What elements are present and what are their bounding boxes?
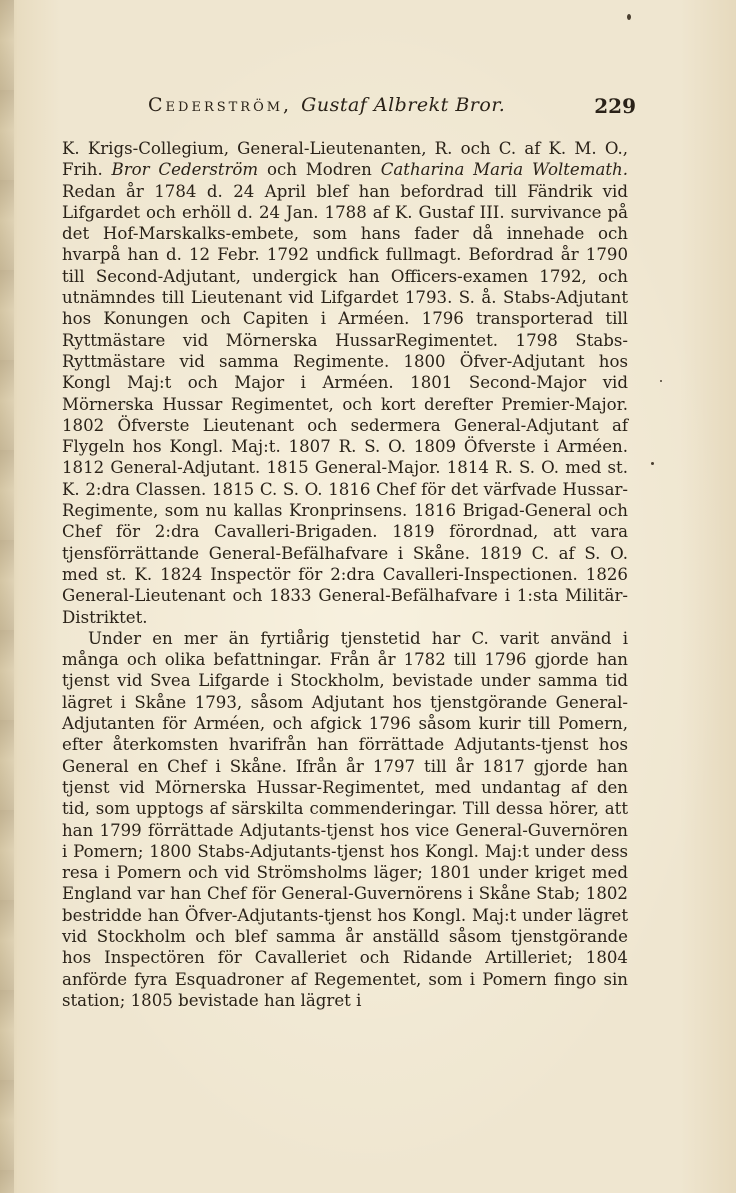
ink-speck <box>627 14 631 20</box>
running-head-name: Gustaf Albrekt Bror. <box>301 94 506 116</box>
ink-speck <box>651 462 654 465</box>
binding-edge <box>0 0 14 1193</box>
running-head <box>148 94 505 116</box>
page-number: 229 <box>594 94 636 118</box>
running-head-surname: Cederström, <box>148 94 293 116</box>
paragraph-1 <box>62 138 628 628</box>
text-run: Redan år 1784 d. 24 April blef han befordrad till Fändrik vid Lifgardet och erhöll d. 24 Jan. 1788 af K. Gustaf III. survivance på det Hof-Marskalks-embete, som hans fader då innehade och hvarpå han d. 12 Febr. 1792 undfick fullmagt. Befordrad år 1790 till Second-Adjutant, undergick han Officers-examen 1792, och utnämndes till Lieutenant vid Lifgardet 1793. S. å. Stabs-Adjutant hos Konungen och Capiten i Arméen. 1796 transporterad till Ryttmästare vid Mörnerska HussarRegimentet. 1798 Stabs-Ryttmästare vid samma Regimente. 1800 Öfver-Adjutant hos Kongl Maj:t och Major i Arméen. 1801 Second-Major vid Mörnerska Hussar Regimentet, och kort derefter Premier-Major. 1802 Öfverste Lieutenant och sedermera General-Adjutant af Flygeln hos Kongl. Maj:t. 1807 R. S. O. 1809 Öfverste i Arméen. 1812 General-Adjutant. 1815 General-Major. 1814 R. S. O. med st. K. 2:dra Classen. 1815 C. S. O. 1816 Chef för det värfvade Hussar-Regimente, som nu kallas Kronprinsens. 1816 Brigad-General och Chef för 2:dra Cavalleri-Brigaden. 1819 förordnad, att vara tjensförrättande General-Befälhafvare i Skåne. 1819 C. af S. O. med st. K. 1824 Inspectör för 2:dra Cavalleri-Inspectionen. 1826 General-Lieutenant och 1833 General-Befälhafvare i 1:sta Militär-Distriktet. <box>62 181 628 627</box>
italic-name: Catharina Maria Woltemath. <box>380 160 628 180</box>
body-text <box>62 138 628 1011</box>
page-header <box>148 94 636 124</box>
italic-name: Bror Cederström <box>111 160 259 180</box>
paragraph-2: Under en mer än fyrtiårig tjenstetid har C. varit använd i många och olika befattningar. Från år 1782 till 1796 gjorde han tjenst vid Svea Lifgarde i Stockholm, bevistade under samma tid lägret i Skåne 1793, såsom Adjutant hos tjenstgörande General-Adjutanten för Arméen, och afgick 1796 såsom kurir till Pomern, efter återkomsten hvarifrån han förrättade Adjutants-tjenst hos General en Chef i Skåne. Ifrån år 1797 till år 1817 gjorde han tjenst vid Mörnerska Hussar-Regimentet, med undantag af den tid, som upptogs af särskilta commenderingar. Till dessa hörer, att han 1799 förrättade Adjutants-tjenst hos vice General-Guvernören i Pomern; 1800 Stabs-Adjutants-tjenst hos Kongl. Maj:t under dess resa i Pomern och vid Strömsholms läger; 1801 under kriget med England var han Chef för General-Guvernörens i Skåne Stab; 1802 bestridde han Öfver-Adjutants-tjenst hos Kongl. Maj:t under lägret vid Stockholm och blef samma år anställd såsom tjenstgörande hos Inspectören för Cavalleriet och Ridande Artilleriet; 1804 anförde fyra Esquadroner af Regementet, som i Pomern fingo sin station; 1805 bevistade han lägret i <box>62 628 628 1010</box>
text-run: K. Krigs-Collegium, General-Lieutenanten, R. och C. af K. M. O., Frih. <box>62 139 628 180</box>
text-run: och Modren <box>258 160 381 180</box>
ink-speck <box>660 380 662 382</box>
